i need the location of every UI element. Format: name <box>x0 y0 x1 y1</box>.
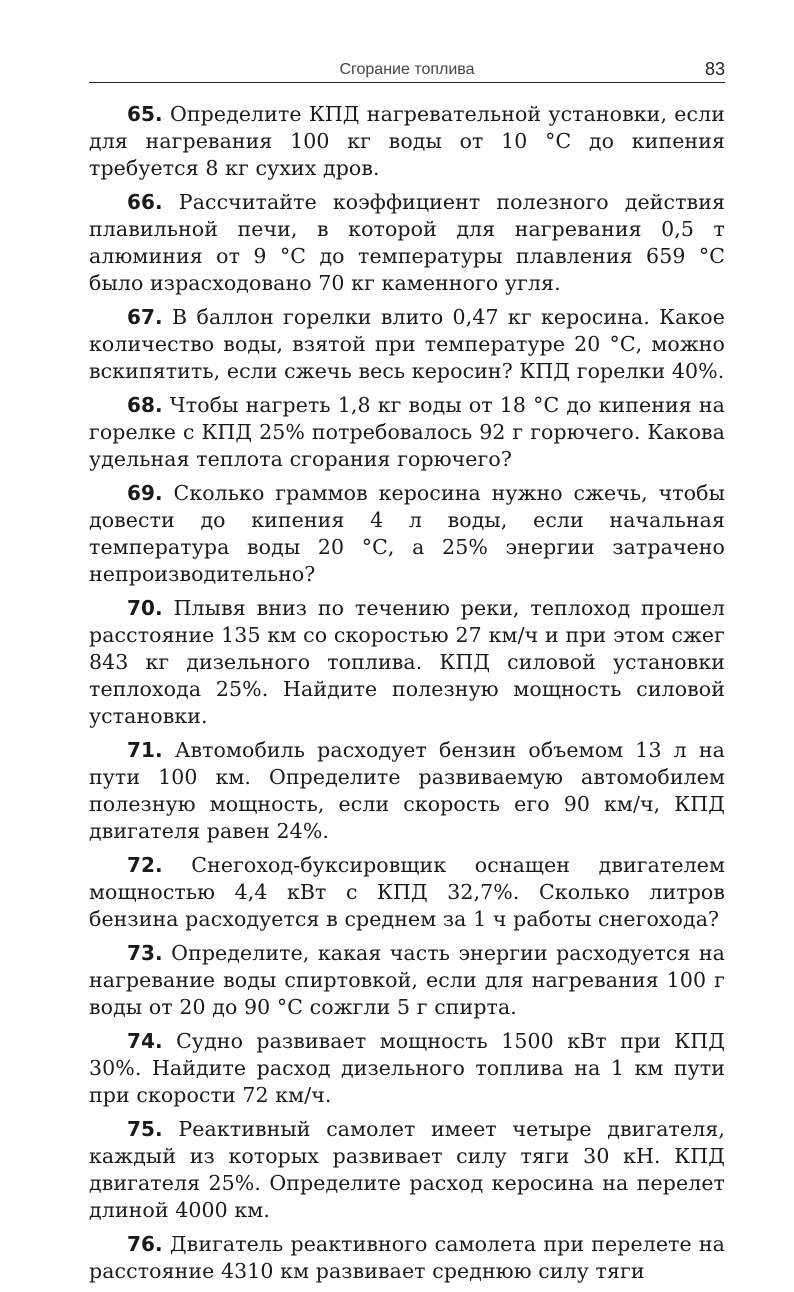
problem-number: 71. <box>127 738 163 762</box>
problem-text: Плывя вниз по течению реки, теплоход прошел расстояние 135 км со скоростью 27 км/ч и при этом сжег 843 кг дизельного топлива. КПД силовой установки теплохода 25%. Найдите полезную мощность силовой установки. <box>89 596 725 728</box>
problem-text: Судно развивает мощность 1500 кВт при КПД 30%. Найдите расход дизельного топлива на 1 км пути при скорости 72 км/ч. <box>89 1029 725 1107</box>
problem-71 <box>89 737 725 845</box>
problem-number: 70. <box>127 596 163 620</box>
problem-text: Определите КПД нагревательной установки, если для нагревания 100 кг воды от 10 °С до кипения требуется 8 кг сухих дров. <box>89 102 725 180</box>
problem-text: Снегоход-буксировщик оснащен двигателем мощностью 4,4 кВт с КПД 32,7%. Сколько литров бензина расходуется в среднем за 1 ч работы снегохода? <box>89 853 725 931</box>
problem-text: Рассчитайте коэффициент полезного действия плавильной печи, в которой для нагревания 0,5 т алюминия от 9 °С до температуры плавления 659 °С было израсходовано 70 кг каменного угля. <box>89 190 725 295</box>
problem-72 <box>89 852 725 933</box>
problem-text: Определите, какая часть энергии расходуется на нагревание воды спиртовкой, если для нагревания 100 г воды от 20 до 90 °С сожгли 5 г спирта. <box>89 941 725 1019</box>
problem-number: 65. <box>127 102 163 126</box>
problem-number: 74. <box>127 1029 163 1053</box>
problem-65 <box>89 101 725 182</box>
problem-number: 69. <box>127 481 163 505</box>
problem-number: 75. <box>127 1117 163 1141</box>
problem-number: 68. <box>127 393 163 417</box>
problem-number: 76. <box>127 1232 163 1256</box>
problem-text: Двигатель реактивного самолета при перелете на расстояние 4310 км развивает среднюю силу тяги <box>89 1232 725 1283</box>
running-header <box>89 58 725 83</box>
problem-list <box>89 101 725 1285</box>
book-page <box>89 58 725 1292</box>
problem-66 <box>89 189 725 297</box>
problem-number: 66. <box>127 190 163 214</box>
problem-number: 72. <box>127 853 163 877</box>
problem-73 <box>89 940 725 1021</box>
problem-number: 67. <box>127 305 163 329</box>
problem-number: 73. <box>127 941 163 965</box>
problem-67 <box>89 304 725 385</box>
problem-74 <box>89 1028 725 1109</box>
problem-text: Автомобиль расходует бензин объемом 13 л на пути 100 км. Определите развиваемую автомобилем полезную мощность, если скорость его 90 км/ч, КПД двигателя равен 24%. <box>89 738 725 843</box>
problem-75 <box>89 1116 725 1224</box>
problem-76 <box>89 1231 725 1285</box>
problem-text: Чтобы нагреть 1,8 кг воды от 18 °С до кипения на горелке с КПД 25% потребовалось 92 г горючего. Какова удельная теплота сгорания горючего? <box>89 393 725 471</box>
running-title: Сгорание топлива <box>339 61 475 78</box>
problem-text: Реактивный самолет имеет четыре двигателя, каждый из которых развивает силу тяги 30 кН. КПД двигателя 25%. Определите расход керосина на перелет длиной 4000 км. <box>89 1117 725 1222</box>
problem-text: В баллон горелки влито 0,47 кг керосина. Какое количество воды, взятой при температуре 20 °С, можно вскипятить, если сжечь весь керосин? КПД горелки 40%. <box>89 305 725 383</box>
page-number: 83 <box>704 59 725 79</box>
problem-text: Сколько граммов керосина нужно сжечь, чтобы довести до кипения 4 л воды, если начальная температура воды 20 °С, а 25% энергии затрачено непроизводительно? <box>89 481 725 586</box>
problem-68 <box>89 392 725 473</box>
problem-70 <box>89 595 725 730</box>
problem-69 <box>89 480 725 588</box>
